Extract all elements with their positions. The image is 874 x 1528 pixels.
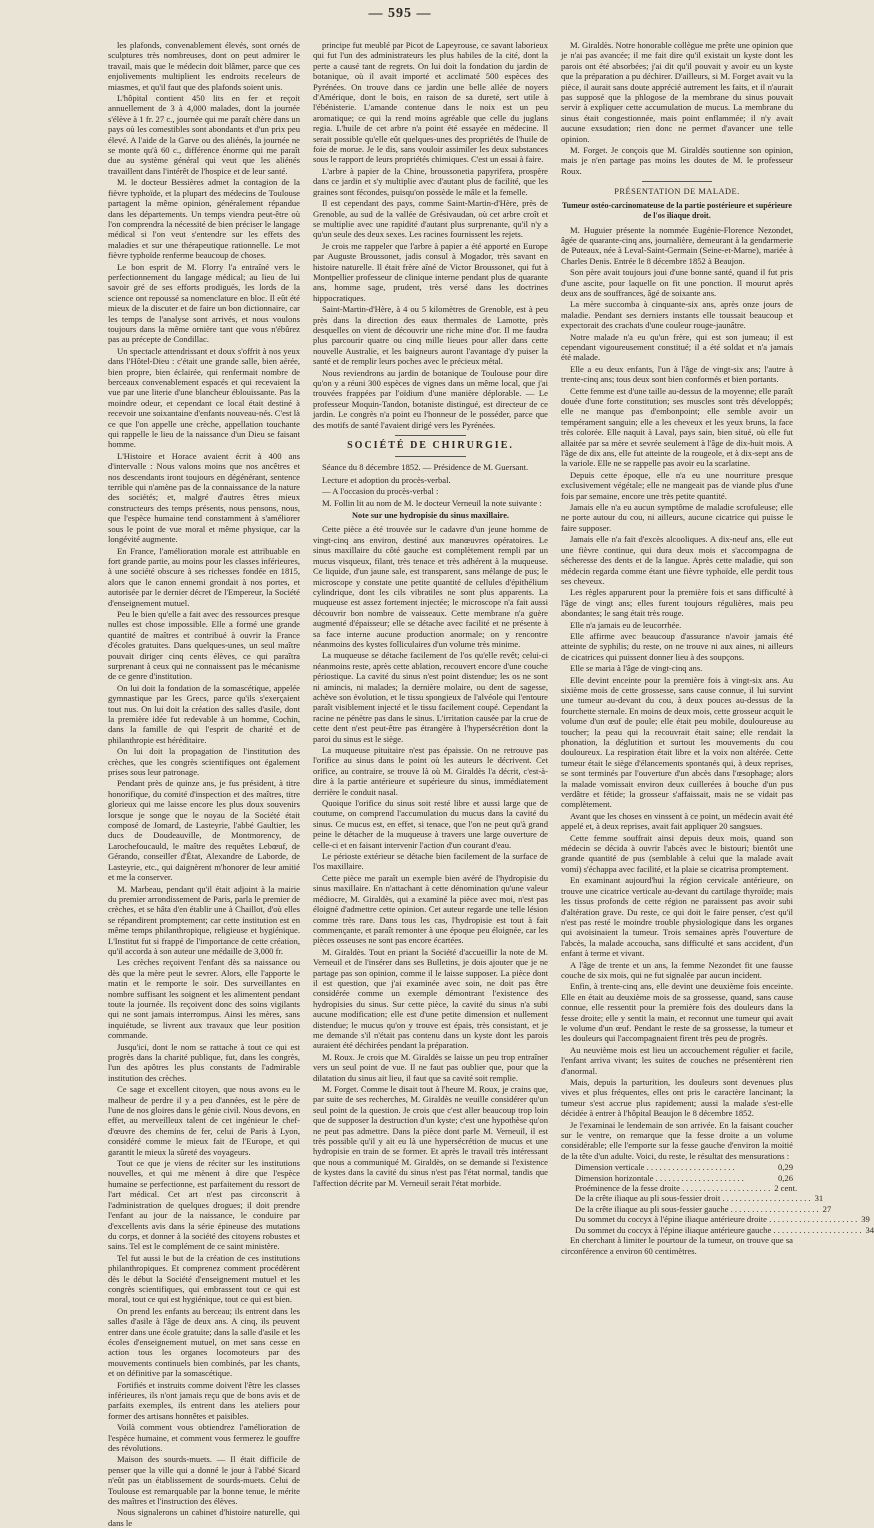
paragraph: Cette femme souffrait ainsi depuis deux mois, quand son médecin se décida à ouvrir l'abcès avec le bistouri; bientôt une grande quantité de pus (semblable à celui que la malade avait vomi) s'échappa avec facilité, et la plaie se cicatrisa promptement. xyxy=(561,833,793,875)
paragraph: les plafonds, convenablement élevés, sont ornés de sculptures très nombreuses, dont on peut admirer le travail, mais que le médecin doit blâmer, parce que ces enjolivements multiplient les endroits receleurs de miasmes, et qu'il faut que des plafonds soient unis. xyxy=(108,40,300,92)
measurement-label: De la crête iliaque au pli sous-fessier droit . . . xyxy=(575,1193,811,1203)
session-line: Lecture et adoption du procès-verbal. xyxy=(313,475,548,485)
paragraph: Le périoste extérieur se détache bien facilement de la surface de l'os maxillaire. xyxy=(313,851,548,872)
measurement-row xyxy=(575,1183,793,1193)
paragraph: Elle devint enceinte pour la première fois à vingt-six ans. Au sixième mois de cette grossesse, sans cause connue, il lui survint une tumeur au-devant du cou, à deux pouces au-dessus de la fourchette sternale. En moins de deux mois, cette grosseur acquit le volume d'un œuf de poule; elle était peu mobile, douloureuse au toucher; la peau qui la recouvrait était saine; elle rendait la phonation, la déglutition et surtout les mouvements du cou douloureux. La respiration était libre et la voix non altérée. Cette tumeur était le siège d'élancements spontanés qui, à deux reprises, se sont terminés par l'ouverture d'un abcès dans l'œsophage; alors la malade vomissait environ deux cuillerées à bouche d'un pus verdâtre et fétide; la grosseur s'affaissait, mais ne se vidait pas complètement. xyxy=(561,675,793,810)
paragraph: M. Huguier présente la nommée Eugénie-Florence Nezondet, âgée de quarante-cinq ans, journalière, demeurant à la gendarmerie de Puteaux, née à Leval-Saint-Germain (Seine-et-Marne), mariée à Charles Denis. Entrée le 8 décembre 1852 à Beaujon. xyxy=(561,225,793,267)
paragraph: Cette pièce me paraît un exemple bien avéré de l'hydropisie du sinus maxillaire. En n'attachant à cette dénomination qu'une valeur médiocre, M. Giraldès, qui a examiné la pièce avec moi, n'est pas éloigné d'admettre cette opinion. Cet auteur regarde une telle lésion comme très rare. Dans tous les cas, l'hydropisie est tout à fait commençante, et paraît remonter à une époque peu éloignée, car les pièces osseuses ne sont pas encore écartées. xyxy=(313,873,548,946)
paragraph: Avant que les choses en vinssent à ce point, un médecin avait été appelé et, à deux reprises, avait fait appliquer 20 sangsues. xyxy=(561,811,793,832)
measurement-label: Dimension verticale . . . xyxy=(575,1162,735,1172)
paragraph: Mais, depuis la parturition, les douleurs sont devenues plus vives et plus fréquentes, elles ont pris le caractère lancinant; la tumeur s'est accrue plus rapidement; aussi la malade s'est-elle décidée à entrer à l'hôpital Beaujon le 8 décembre 1852. xyxy=(561,1077,793,1119)
paragraph: M. Marbeau, pendant qu'il était adjoint à la mairie du premier arrondissement de Paris, parla le premier de crèches, et se hâta d'en établir une à Chaillot, d'où elles se répandirent promptement; car cette institution est en même temps philanthropique, religieuse et hygiénique. L'Institut fut si frappé de l'importance de cette création, qu'il accorda à son auteur une médaille de 3,000 fr. xyxy=(108,884,300,957)
note-title: Note sur une hydropisie du sinus maxillaire. xyxy=(313,511,548,521)
paragraph: Maison des sourds-muets. — Il était difficile de penser que la ville qui a donné le jour à l'abbé Sicard n'eût pas un établissement de sourds-muets. Celui de Toulouse est remarquable par la bonne tenue, le mérite des maîtres et l'instruction des élèves. xyxy=(108,1454,300,1506)
session-line: M. Follin lit au nom de M. le docteur Verneuil la note suivante : xyxy=(313,498,548,508)
paragraph: L'arbre à papier de la Chine, broussonetia papyrifera, prospère dans ce jardin et s'y multiplie avec d'autant plus de facilité, que les graines sont fécondes, puisqu'on possède le mâle et la femelle. xyxy=(313,166,548,197)
paragraph: Voilà comment vous obtiendrez l'amélioration de l'espèce humaine, et comment vous fermerez le gouffre des révolutions. xyxy=(108,1422,300,1453)
measurement-table xyxy=(561,1162,793,1235)
paragraph: M. Giraldès. Notre honorable collègue me prête une opinion que je n'ai pas avancée; il me fait dire qu'il existait un kyste dont les parois ont été absorbées; j'ai dit qu'il pouvait y avoir eu un kyste que la préparation a pu déchirer. D'ailleurs, si M. Forget avait vu la pièce, il aurait sans doute apprécié autrement les faits, et il n'aurait pas supposé que la phlogose de la membrane du sinus pouvait servir à expliquer cette accumulation de mucus. La membrane du sinus était congestionnée, mais point enflammée; il n'y avait aucune exsudation; rien donc ne permet d'avancer une telle opinion. xyxy=(561,40,793,144)
paragraph: M. Forget. Comme le disait tout à l'heure M. Roux, je crains que, par suite de ses recherches, M. Giraldès ne veuille considérer qu'un seul point de la question. Je crois que c'est aller beaucoup trop loin que de supposer la destruction d'un kyste; c'est une hypothèse qu'on ne peut pas admettre. Dans la pièce dont parle M. Verneuil, il est très possible qu'il y ait eu là une hypersécrétion de mucus et une hydropisie en train de se former. Et après le travail très intéressant que nous a communiqué M. Giraldès, on se demande si l'existence de kystes dans la cavité du sinus n'est pas l'état normal, tandis que l'affection décrite par M. Verneuil serait l'état morbide. xyxy=(313,1084,548,1188)
measurement-label: Du sommet du coccyx à l'épine iliaque antérieure droite . . . xyxy=(575,1214,857,1224)
tumor-title: Tumeur ostéo-carcinomateuse de la partie postérieure et supérieure de l'os iliaque droit. xyxy=(561,201,793,222)
paragraph: Jamais elle n'a eu aucun symptôme de maladie scrofuleuse; elle ne porte autour du cou, ni ailleurs, aucune cicatrice qui puisse le faire supposer. xyxy=(561,502,793,533)
paragraph: Elle n'a jamais eu de leucorrhée. xyxy=(561,620,793,630)
paragraph: Cette pièce a été trouvée sur le cadavre d'un jeune homme de vingt-cinq ans environ, destiné aux manœuvres opératoires. Le sinus maxillaire du côté gauche est complètement rempli par un mucus visqueux, filant, très tenace et très adhérent à la muqueuse. Ce liquide, d'un jaune sale, est transparent, sans mélange de pus; le microscope y constate une petite quantité de cellules d'épithélium cylindrique, dont les cils vibratiles ne sont plus apparents. La muqueuse est assez fortement injectée; le microscope n'a fait aussi découvrir bon nombre de vaisseaux. Cette membrane n'a guère augmenté d'épaisseur; elle se détache avec facilité et ne présente à sa face interne aucune production anormale; on y rencontre néanmoins des kystes folliculaires d'un volume très minime. xyxy=(313,524,548,649)
paragraph: Elle se maria à l'âge de vingt-cinq ans. xyxy=(561,663,793,673)
measurement-row xyxy=(575,1173,793,1183)
case-text xyxy=(561,225,793,1162)
measurement-value: 0,29 xyxy=(774,1162,793,1172)
session-line: Séance du 8 décembre 1852. — Présidence de M. Guersant. xyxy=(313,462,548,472)
measurement-label: Dimension horizontale . . . xyxy=(575,1173,744,1183)
paragraph: On lui doit la propagation de l'institution des crèches, que les congrès scientifiques ont également prises sous leur patronage. xyxy=(108,746,300,777)
measurement-label: Du sommet du coccyx à l'épine iliaque antérieure gauche . . . xyxy=(575,1225,862,1235)
paragraph: En France, l'amélioration morale est attribuable en fort grande partie, au moins pour les classes inférieures, à une société obscure à ses richesses fondée en 1815, alors que le canon ennemi grondait à nos portes, et autorisée par le dernier décret de l'Empereur, la Société d'enseignement mutuel. xyxy=(108,546,300,608)
measurement-row xyxy=(575,1204,793,1214)
paragraph: Les crèches reçoivent l'enfant dès sa naissance ou dès que la mère peut le sevrer. Alors, elle l'apporte le matin et le remporte le soir. Des surveillantes en nombre suffisant les soignent et les alimentent pendant toute la journée. Ils reçoivent donc des soins vigilants qui ne sont jamais interrompus. Ainsi les mères, sans inquiétude, se livrent aux travaux que leur position commande. xyxy=(108,957,300,1040)
paragraph: M. Roux. Je crois que M. Giraldès se laisse un peu trop entraîner vers un seul point de vue. Il ne faut pas oublier que, pour que la dilatation du sinus ait lieu, il faut que sa cavité soit remplie. xyxy=(313,1052,548,1083)
paragraph: Les règles apparurent pour la première fois et sans difficulté à l'âge de vingt ans; elles furent toujours régulières, mais peu abondantes; le sang était très rouge. xyxy=(561,587,793,618)
column-middle xyxy=(313,40,548,1162)
paragraph: Au neuvième mois est lieu un accouchement régulier et facile, l'enfant arriva vivant; les suites de couches ne présentèrent rien d'anormal. xyxy=(561,1045,793,1076)
paragraph: Son père avait toujours joui d'une bonne santé, quand il fut pris d'une ascite, pour laquelle on fit une ponction. Il mourut après deux ans de souffrances, âgé de soixante ans. xyxy=(561,267,793,298)
measurement-value: 0,26 xyxy=(774,1173,793,1183)
paragraph: Peu le bien qu'elle a fait avec des ressources presque nulles est chose impossible. Elle a formé une grande quantité de maîtres et contribué à ouvrir la France d'écoles gratuites. Dans quelques-unes, un seul maître pouvait diriger cinq cents élèves, ce qui paraîtra surprenant à ceux qui ne connaissent pas le mécanisme de ce genre d'institution. xyxy=(108,609,300,682)
measurement-row xyxy=(575,1162,793,1172)
measurement-value: 27 xyxy=(819,1204,832,1214)
paragraph: On prend les enfants au berceau; ils entrent dans les salles d'asile à l'âge de deux ans. A cinq, ils peuvent entrer dans une école gratuite; dans la salle d'asile et les écoles d'enseignement mutuel, on met sans cesse en action tous les organes locomoteurs par des mouvements continuels bien combinés, par les chants, et on définitive par la somascétique. xyxy=(108,1306,300,1379)
note-text xyxy=(313,524,548,1188)
paragraph: La mère succomba à cinquante-six ans, après onze jours de maladie. Pendant ses derniers instants elle toussait beaucoup et expectorait des crachats d'une couleur rouge-jaunâtre. xyxy=(561,299,793,330)
measurement-value: 2 cent. xyxy=(770,1183,797,1193)
paragraph: Saint-Martin-d'Hère, à 4 ou 5 kilomètres de Grenoble, est à peu près dans la direction des eaux thermales de Lamotte, près desquelles on vient de découvrir une riche mine d'or. Il me faudra plus parcourir quatre ou cinq mille lieues pour aller dans cette nouvelle Australie, et les baigneurs auront l'avantage d'y puiser la santé et de remplir leurs poches avec le précieux métal. xyxy=(313,304,548,366)
paragraph: M. Forget. Je conçois que M. Giraldès soutienne son opinion, mais je n'en partage pas moins les doutes de M. le professeur Roux. xyxy=(561,145,793,176)
paragraph: La muqueuse se détache facilement de l'os qu'elle revêt; celui-ci néanmoins reste, après cette ablation, recouvert encore d'une couche périostique. La cavité du sinus n'est point distendue; les os ne sont ni amincis, ni malades; la dernière molaire, ou dent de sagesse, achève son évolution, et le tissu spongieux de l'alvéole qui l'entoure paraît visiblement injecté et le tissu facilement coupé. Cependant la racine ne pénètre pas dans le sinus. L'irritation causée par la crue de cette dent n'est peut-être pas étrangère à l'hypersécrétion dont la paroi du sinus est le siège. xyxy=(313,650,548,744)
paragraph: Un spectacle attendrissant et doux s'offrit à nos yeux dans l'Hôtel-Dieu : c'était une grande salle, bien aérée, bien propre, bien éclairée, qui renfermait nombre de berceaux convenablement espacés et qui recevaient la vue par une literie d'une blancheur éblouissante. Pas la moindre odeur, et cependant ce local était destiné à recevoir une soixantaine d'enfants nouveau-nés. C'est là ce que l'on appelle une crèche, appellation touchante qui rappelle le lieu de la naissance d'un Dieu se faisant homme. xyxy=(108,346,300,450)
paragraph: Je l'examinai le lendemain de son arrivée. En la faisant coucher sur le ventre, on remarque que la fesse droite a un volume considérable; elle l'emporte sur la fesse gauche d'environ la moitié de la tête d'un adulte. Voici, du reste, le résultat des mensurations : xyxy=(561,1120,793,1162)
paragraph: M. le docteur Bessières admet la contagion de la fièvre typhoïde, et la plupart des médecins de Toulouse partagent la même opinion, généralement répandue dans les départements. Un temps viendra peut-être où l'on comprendra la nécessité de bien préciser le langage médical si l'on veut s'entendre sur les effets des maladies et sur une thérapeutique rationnelle. Le mot fièvre typhoïde renferme beaucoup de choses. xyxy=(108,177,300,260)
paragraph: Enfin, à trente-cinq ans, elle devint une deuxième fois enceinte. Elle en était au deuxième mois de sa grossesse, quand, sans cause connue, elle ressentit pour la première fois des douleurs dans la fesse droite; elle y sentit la main, et reconnut une tumeur qui avait le volume d'un œuf. Pendant le reste de sa grossesse, la tumeur et les douleurs qui l'accompagnaient firent très peu de progrès. xyxy=(561,981,793,1043)
measurement-row xyxy=(575,1214,793,1224)
paragraph: Je crois me rappeler que l'arbre à papier a été apporté en Europe par Auguste Broussonet, jadis consul à Mogador, très savant en histoire naturelle. Il était frère aîné de Victor Broussonet, qui fut à Montpellier professeur de clinique interne pendant plus de quarante ans, homme sage, prudent, très versé dans les doctrines hippocratiques. xyxy=(313,241,548,303)
section-title: SOCIÉTÉ DE CHIRURGIE. xyxy=(313,441,548,451)
paragraph: Jamais elle n'a fait d'excès alcooliques. A dix-neuf ans, elle eut une fièvre continue, qui dura deux mois et s'accompagna de sécheresse des dents et de la langue. Après cette maladie, qui son médecin regarda comme étant une fièvre typhoïde, elle perdit tous ses cheveux. xyxy=(561,534,793,586)
page-number: — 595 — xyxy=(0,6,800,22)
paragraph: Elle a eu deux enfants, l'un à l'âge de vingt-six ans; l'autre à trente-cinq ans; tous deux sont bien conformés et bien portants. xyxy=(561,364,793,385)
measurement-value: 34 xyxy=(862,1225,874,1235)
paragraph: Le bon esprit de M. Florry l'a entraîné vers le perfectionnement du langage médical; au lieu de lui savoir gré de ses efforts prodigués, les lords de la science ont repoussé sa nomenclature en bloc. Il eût été mieux de la discuter et de faire un bon dictionnaire, car les temps de l'analyse sont arrivés, et nous voulons toujours dans la même ornière tant que vous n'ébûrez pas au précepte de Condillac. xyxy=(108,262,300,345)
discussion-text xyxy=(561,40,793,176)
paragraph: Depuis cette époque, elle n'a eu une nourriture presque exclusivement végétale; elle ne mangeait pas de viande plus d'une fois par semaine, encore une très petite quantité. xyxy=(561,470,793,501)
paragraph: Il est cependant des pays, comme Saint-Martin-d'Hère, près de Grenoble, au sud de la vallée de Grésivaudan, où cet arbre croît et se multiplie avec une rapidité d'autant plus surprenante, qu'il n'y a qu'un seule des deux sexes. Les racines fournissent les rejets. xyxy=(313,198,548,240)
paragraph: L'hôpital contient 450 lits en fer et reçoit annuellement de 3 à 4,000 malades, dont la journée s'élève à 1 fr. 27 c., journée qui me paraît chère dans un pays où les comestibles sont abondants et d'un prix peu élevé. A l'aide de la Garve ou des aliénés, la journée ne se monte qu'à 60 c., différence énorme qui me paraît due au système général qui veut que les aliénés travaillent dans l'intérêt de l'hospice et de leur santé. xyxy=(108,93,300,176)
paragraph: Elle affirme avec beaucoup d'assurance n'avoir jamais été atteinte de syphilis; du reste, on ne trouve ni aux aines, ni ailleurs de cicatrices qui puissent donner lieu à des soupçons. xyxy=(561,631,793,662)
session-line: — A l'occasion du procès-verbal : xyxy=(313,486,548,496)
measurement-row xyxy=(575,1193,793,1203)
measurement-label: De la crête iliaque au pli sous-fessier gauche . . . xyxy=(575,1204,819,1214)
paragraph: En examinant aujourd'hui la région cervicale antérieure, on trouve une cicatrice verticale au-devant du cartilage thyroïde; mais les tissus profonds de cette région ne paraissent pas avoir subi d'altération grave. Du reste, ce qui doit le faire penser, c'est qu'il n'est pas resté le moindre trouble physiologique dans les organes qui avoisinaient la tumeur. Trois semaines après l'ouverture de l'abcès, la malade accoucha, sans difficulté et sans accident, d'un enfant à terme et vivant. xyxy=(561,875,793,958)
divider xyxy=(395,435,466,436)
column-left xyxy=(108,40,300,1162)
closing-paragraph: En cherchant à limiter le pourtour de la tumeur, on trouve que sa circonférence a environ 60 centimètres. xyxy=(561,1235,793,1256)
paragraph: Quoique l'orifice du sinus soit resté libre et aussi large que de coutume, on comprend l'accumulation du mucus dans la cavité du sinus. Ce mucus est, en effet, si tenace, que l'on ne peut qu'à grand peine le détacher de la muqueuse à travers une large ouverture de celle-ci et en faisant intervenir l'action d'un courant d'eau. xyxy=(313,798,548,850)
measurement-label: Proéminence de la fesse droite . . . xyxy=(575,1183,770,1193)
paragraph: Nous reviendrons au jardin de botanique de Toulouse pour dire qu'on y a réuni 300 espèces de vignes dans un même local, que j'ai trouvées frappées par l'oïdium d'une manière déplorable. — Le professeur Moquin-Tandon, botaniste distingué, est directeur de ce jardin. Le congrès n'a point eu l'honneur de le posséder, parce que des motifs de santé l'avaient dirigé vers les Pyrénées. xyxy=(313,368,548,430)
paragraph: Ce sage et excellent citoyen, que nous avons eu le malheur de perdre il y a peu d'années, est le père de l'une de nos gloires dans le génie civil. Nous devons, en effet, au merveilleux talent de cet ingénieur le chef-d'œuvre des chemins de fer, celui de Paris à Lyon, considéré comme le mieux fait de l'Europe, et qui garantit le mieux la sûreté des voyageurs. xyxy=(108,1084,300,1157)
botany-text xyxy=(313,40,548,430)
paragraph: Pendant près de quinze ans, je fus président, à titre honorifique, du comité d'inspection et des maîtres, titre glorieux qui me laisse encore les plus doux souvenirs lorsque je songe que le noyau de la Société était composé de Jomard, de Lasteyrie, l'abbé Gaultier, les ducs de Doudeauville, de Montmorency, de Larochefoucauld, le maître des requêtes Lebœuf, de Gérando, conseiller d'État, Alexandre de Laborde, de Lasteyrie, etc., qui daignèrent m'honorer de leur amitié et me la conserver. xyxy=(108,778,300,882)
paragraph: M. Giraldès. Tout en priant la Société d'accueillir la note de M. Verneuil et de l'insérer dans ses Bulletins, je dois ajouter que je ne partage pas son opinion, comme il le laisse supposer. La pièce dont il est question, que j'ai examinée avec soin, ne doit pas être considérée comme un exemple démontrant l'existence des hydropisies du sinus. Sur cette pièce, la cavité du sinus n'a subi aucune modification; elle est d'une petite dimension et nullement distendue; le mucus qu'on y trouve est épais, très consistant, et je me demande s'il n'était pas contenu dans un kyste dont les parois auraient été déchirées pendant la préparation. xyxy=(313,947,548,1051)
paragraph: Tout ce que je viens de réciter sur les institutions nouvelles, et qui me mènent à dire que l'espèce humaine se perfectionne, est parfaitement du ressort de l'art médical. Cet art n'est pas circonscrit à l'administration de quelques drogues; il doit prendre l'enfant au jour de la naissance, le conduire par d'excellents avis dans la série épineuse des mutations du corps, et donner à la société des citoyens robustes et sains. Tel est le complément de ce saint ministère. xyxy=(108,1158,300,1252)
measurement-row xyxy=(575,1225,793,1235)
paragraph: L'Histoire et Horace avaient écrit à 400 ans d'intervalle : Nous valons moins que nos ancêtres et nos descendants iront toujours en dégénérant, sentence terrible qui n'amène pas de la connaissance de la nature des sociétés; et, malgré d'autres êtres mieux constructeurs des temps présents, nous pensons, nous, que l'espèce humaine tend constamment à s'améliorer sous le point de vue moral et même physique, car la longévité augmente. xyxy=(108,451,300,545)
divider xyxy=(642,181,712,182)
divider xyxy=(395,456,466,457)
measurement-value: 31 xyxy=(811,1193,824,1203)
paragraph: Tel fut aussi le but de la création de ces institutions philanthropiques. Et comprenez comment procédèrent dès le début la Société d'enseignement mutuel et les congrès scientifiques, qui embrassent tout ce qui est moral, tout ce qui est hygiénique, tout ce qui est bien. xyxy=(108,1253,300,1305)
paragraph: Cette femme est d'une taille au-dessus de la moyenne; elle paraît douée d'une forte constitution; ses muscles sont très développés; elle ne manque pas d'embonpoint; elle semble avoir un tempérament sanguin; elle a les cheveux et les yeux bruns, la face très colorée. Elle naquit à Laval, pays sain, bien situé, où elle fut allaitée par sa mère et sevrée seulement à l'âge de dix-huit mois. A l'âge de dix ans, elle fut atteinte de la rougeole, et à dix-sept ans de la variole. Elle ne se rappelle pas avoir eu la scarlatine. xyxy=(561,386,793,469)
paragraph: Nous signalerons un cabinet d'histoire naturelle, qui dans le xyxy=(108,1507,300,1528)
paragraph: Notre malade n'a eu qu'un frère, qui est son jumeau; il est cependant vigoureusement constitué; il a été soldat et n'a jamais été malade. xyxy=(561,332,793,363)
paragraph: On lui doit la fondation de la somascétique, appelée gymnastique par les Grecs, parce qu'ils s'exerçaient tout nus. On lui doit la création des salles d'asile, dont la première idée fut redevable à un homme, Cochin, dans la famille de qui l'esprit de charité et de philanthropie est héréditaire. xyxy=(108,683,300,745)
presentation-title: PRÉSENTATION DE MALADE. xyxy=(561,187,793,197)
paragraph: principe fut meublé par Picot de Lapeyrouse, ce savant laborieux qui fut l'un des administrateurs les plus habiles de la cité, dont la perte a causé tant de regrets. On lui doit la fondation du jardin de botanique, où il avait importé et acclimaté 500 espèces des Pyrénées. On trouve dans ce jardin une belle allée de noyers d'Amérique, dont le bois, en raison de sa dureté, sert utile à l'ébénisterie. L'amande contenue dans le noix est un peu aromatique; ce qui la rend moins agréable que celle du juglans regia. L'huile de cet arbre n'a point été essayée en médecine. Il serait possible qu'elle eût quelques-unes des propriétés de l'huile de foie de morue. Je le dis, sans vouloir assimiler les deux substances sous le rapport de leurs propriétés chimiques. C'est un essai à faire. xyxy=(313,40,548,165)
paragraph: La muqueuse pituitaire n'est pas épaissie. On ne retrouve pas l'orifice au sinus dans le point où les auteurs le décrivent. Cet orifice, au contraire, se trouve là où M. Giraldès l'a décrit, c'est-à-dire à la partie antérieure et supérieure du sinus, immédiatement derrière le conduit nasal. xyxy=(313,745,548,797)
paragraph: A l'âge de trente et un ans, la femme Nezondet fit une fausse couche de six mois, qui ne fut signalée par aucun incident. xyxy=(561,960,793,981)
measurement-value: 39 xyxy=(857,1214,870,1224)
paragraph: Jusqu'ici, dont le nom se rattache à tout ce qui est progrès dans la charité publique, fut, dans les congrès, l'un des apôtres les plus constants de l'admirable institution des crèches. xyxy=(108,1042,300,1084)
column-right xyxy=(561,40,793,1162)
paragraph: Fortifiés et instruits comme doivent l'être les classes inférieures, ils n'ont jamais reçu que de bons avis et de parfaits exemples, ils entrent dans les ateliers pour former des artisans honnêtes et paisibles. xyxy=(108,1380,300,1422)
